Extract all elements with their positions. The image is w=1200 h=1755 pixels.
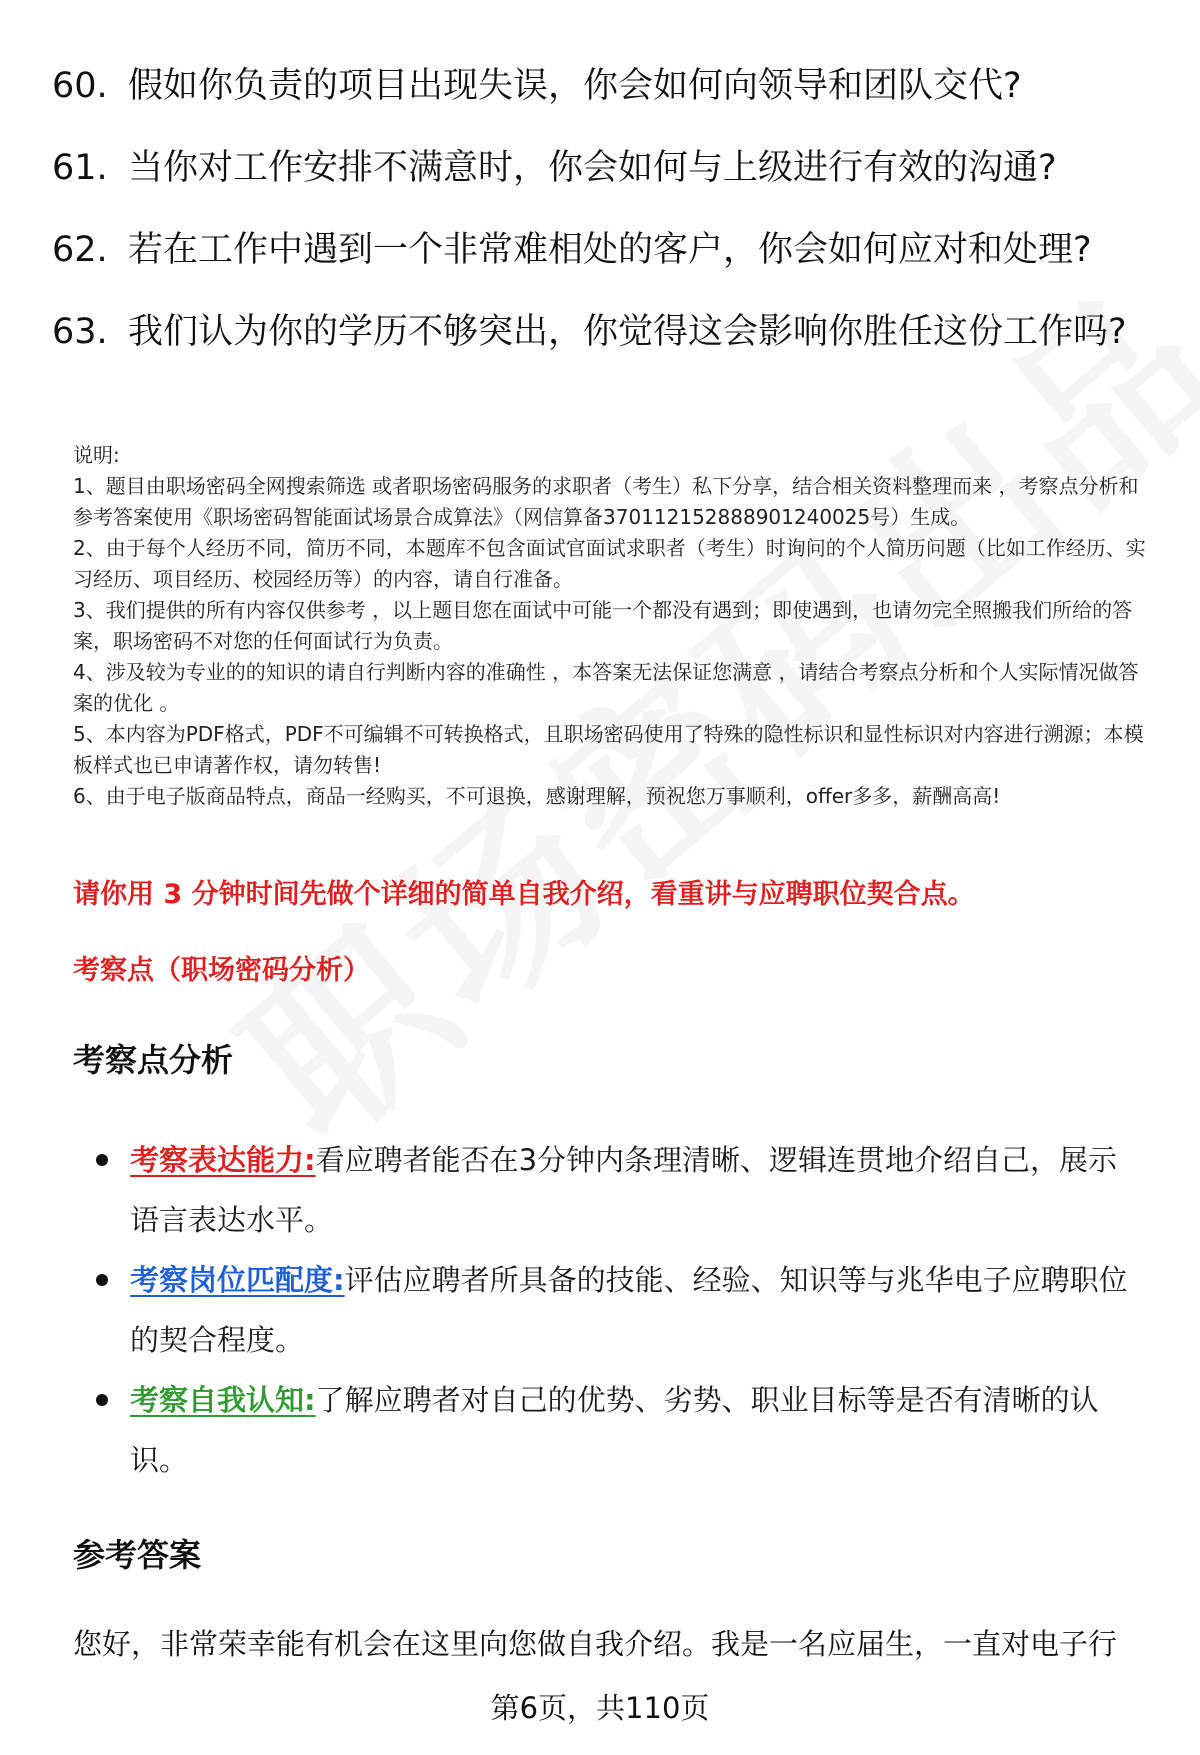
question-item [52,140,1152,196]
analysis-bullet [96,1130,1146,1250]
note-item: 4、涉及较为专业的的知识的请自行判断内容的准确性 ，本答案无法保证您满意 ，请结合考察点分析和个人实际情况做答案的优化 。 [73,660,1139,715]
question-item [52,304,1152,360]
interview-question-title: 请你用 3 分钟时间先做个详细的简单自我介绍，看重讲与应聘职位契合点。 [73,879,975,910]
page-footer: 第6页，共110页 [490,1691,710,1725]
answer-heading: 参考答案 [73,1536,202,1574]
note-item: 1、题目由职场密码全网搜索筛选 或者职场密码服务的求职者（考生）私下分享，结合相关资料整理而来 ，考察点分析和参考答案使用《职场密码智能面试场景合成算法》（网信算备370112152888901240025号）生成。 [73,474,1139,529]
bullet-text: 评估应聘者所具备的技能、经验、知识等与兆华电子应聘职位的契合程度。 [130,1263,1128,1357]
bullet-text: 看应聘者能否在3分钟内条理清晰、逻辑连贯地介绍自己，展示语言表达水平。 [130,1143,1118,1237]
question-text: 当你对工作安排不满意时，你会如何与上级进行有效的沟通? [128,148,1057,188]
analysis-bullet [96,1370,1146,1490]
notes-title: 说明: [73,443,120,467]
question-text: 假如你负责的项目出现失误，你会如何向领导和团队交代? [128,66,1022,106]
bullet-dot-icon [96,1154,108,1166]
question-item [52,222,1152,278]
question-item [52,58,1152,114]
question-number: 63. [52,312,108,352]
bullet-text: 了解应聘者对自己的优势、劣势、职业目标等是否有清晰的认识。 [130,1383,1099,1477]
bullet-label: 考察表达能力: [130,1143,316,1177]
answer-text: 您好，非常荣幸能有机会在这里向您做自我介绍。我是一名应届生，一直对电子行 [73,1627,1118,1661]
notes-section [73,440,1153,812]
bullet-dot-icon [96,1274,108,1286]
question-text: 我们认为你的学历不够突出，你觉得这会影响你胜任这份工作吗? [128,312,1127,352]
note-item: 2、由于每个人经历不同，简历不同，本题库不包含面试官面试求职者（考生）时询问的个人简历问题（比如工作经历、实习经历、项目经历、校园经历等）的内容，请自行准备。 [73,536,1146,591]
question-number: 61. [52,148,108,188]
note-item: 5、本内容为PDF格式，PDF不可编辑不可转换格式，且职场密码使用了特殊的隐性标识和显性标识对内容进行溯源；本模板样式也已申请著作权，请勿转售! [73,722,1144,777]
question-text: 若在工作中遇到一个非常难相处的客户，你会如何应对和处理? [128,230,1092,270]
bullet-label: 考察岗位匹配度: [130,1263,345,1297]
bullet-dot-icon [96,1394,108,1406]
note-item: 6、由于电子版商品特点，商品一经购买，不可退换，感谢理解，预祝您万事顺利，offer多多，薪酬高高! [73,784,1001,808]
note-item: 3、我们提供的所有内容仅供参考 ，以上题目您在面试中可能一个都没有遇到；即使遇到，也请勿完全照搬我们所给的答案，职场密码不对您的任何面试行为负责。 [73,598,1133,653]
question-number: 62. [52,230,108,270]
analysis-source-label: 考察点（职场密码分析） [73,955,370,986]
question-number: 60. [52,66,108,106]
analysis-bullet-list [96,1130,1146,1490]
bullet-label: 考察自我认知: [130,1383,316,1417]
analysis-heading: 考察点分析 [73,1041,234,1079]
analysis-bullet [96,1250,1146,1370]
question-list [52,58,1152,386]
